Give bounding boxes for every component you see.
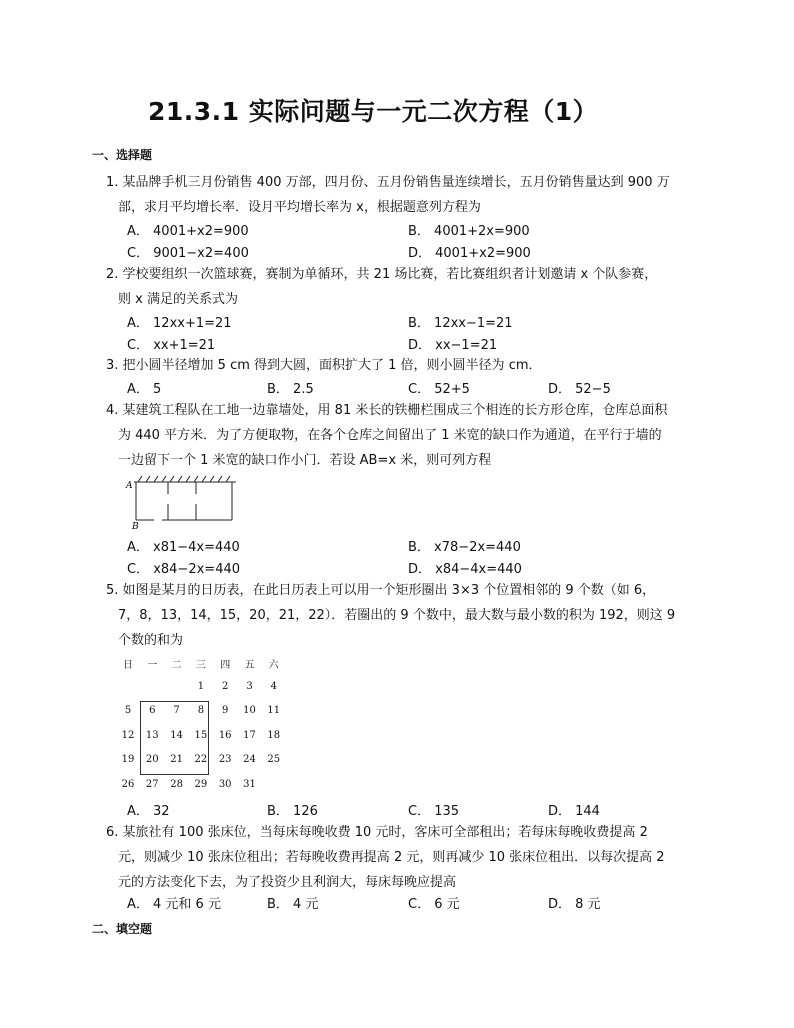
question-text-line: 某旅社有 100 张床位，当每床每晚收费 10 元时，客床可全部租出；若每床每晚收费提高 2 — [122, 825, 648, 840]
calendar-day: 5 — [124, 705, 132, 716]
option-d[interactable]: D． 8 元 — [548, 897, 601, 912]
question-6 — [106, 820, 706, 895]
question-number: 4. — [106, 403, 119, 418]
question-text-line: 一边留下一个 1 米宽的缺口作小门．若设 AB=x 米，则可列方程 — [118, 453, 492, 468]
calendar-day: 23 — [218, 754, 232, 765]
calendar-day: 9 — [222, 705, 229, 716]
option-a[interactable]: A． 32 — [127, 804, 170, 819]
calendar-weekday-header: 日 — [123, 660, 133, 671]
calendar-day: 7 — [173, 705, 180, 716]
calendar-day: 30 — [218, 778, 232, 790]
question-number: 5. — [106, 583, 119, 598]
label-a: A — [126, 481, 133, 491]
option-b[interactable]: B． 4001+2x=900 — [408, 224, 530, 239]
calendar-day: 8 — [197, 705, 205, 716]
option-a[interactable]: A． 4001+x2=900 — [127, 224, 249, 239]
calendar-day: 13 — [145, 729, 159, 741]
question-text-line: 则 x 满足的关系式为 — [118, 292, 238, 307]
option-d[interactable]: D． 52−5 — [548, 382, 611, 397]
question-3 — [106, 353, 706, 378]
question-4 — [106, 398, 706, 473]
calendar-day: 19 — [121, 754, 135, 765]
option-d[interactable]: D． 144 — [548, 804, 600, 819]
question-1 — [106, 170, 706, 220]
question-number: 2. — [106, 267, 119, 282]
calendar-day: 24 — [243, 754, 256, 765]
calendar-day: 2 — [222, 680, 229, 692]
question-number: 3. — [106, 358, 119, 373]
question-number: 6. — [106, 825, 119, 840]
calendar-day: 10 — [243, 705, 256, 716]
calendar-weekday-header: 一 — [147, 660, 158, 671]
question-text-line: 某品牌手机三月份销售 400 万部，四月份、五月份销售量连续增长，五月份销售量达到 900 万 — [122, 175, 670, 190]
option-b[interactable]: B． 2.5 — [267, 382, 314, 397]
calendar-day: 3 — [246, 680, 253, 692]
question-text-line: 某建筑工程队在工地一边靠墙处，用 81 米长的铁栅栏围成三个相连的长方形仓库，仓库总面积 — [122, 403, 668, 418]
calendar-day: 21 — [170, 754, 183, 765]
question-text-line: 学校要组织一次篮球赛，赛制为单循环，共 21 场比赛，若比赛组织者计划邀请 x 个队参赛， — [122, 267, 658, 282]
calendar-day: 6 — [149, 705, 156, 716]
calendar-day: 1 — [197, 680, 205, 692]
calendar-day: 29 — [194, 778, 208, 790]
question-text-line: 个数的和为 — [118, 633, 184, 648]
option-b[interactable]: B． 4 元 — [267, 897, 319, 912]
option-d[interactable]: D． xx−1=21 — [408, 338, 498, 353]
label-b: B — [132, 522, 139, 530]
question-text-line: 为 440 平方米．为了方便取物，在各个仓库之间留出了 1 米宽的缺口作为通道，在平行于墙的 — [118, 428, 662, 443]
question-text-line: 7，8，13，14，15，20，21，22）．若圈出的 9 个数中，最大数与最小数的积为 192，则这 9 — [118, 608, 676, 623]
option-b[interactable]: B． x78−2x=440 — [408, 540, 521, 555]
calendar-day: 28 — [170, 778, 183, 790]
question-number: 1. — [106, 175, 119, 190]
option-c[interactable]: C． 135 — [408, 804, 460, 819]
option-c[interactable]: C． 52+5 — [408, 382, 470, 397]
warehouse-diagram — [124, 474, 242, 530]
calendar-highlight-box — [140, 701, 209, 775]
calendar-day: 15 — [194, 729, 208, 741]
calendar-weekday-header: 二 — [171, 660, 182, 671]
calendar-day: 14 — [170, 729, 183, 741]
calendar-day: 31 — [243, 778, 256, 790]
page-title: 21.3.1 实际问题与一元二次方程（1） — [148, 97, 599, 126]
question-text-line: 元，则减少 10 张床位租出；若每晚收费再提高 2 元，则再减少 10 张床位租出．以每次提高 2 — [118, 850, 665, 865]
option-a[interactable]: A． 12xx+1=21 — [127, 316, 232, 331]
calendar-weekday-header: 五 — [244, 660, 255, 671]
option-a[interactable]: A． 5 — [127, 382, 162, 397]
option-c[interactable]: C． 6 元 — [408, 897, 460, 912]
option-c[interactable]: C． 9001−x2=400 — [127, 246, 249, 261]
option-d[interactable]: D． 4001+x2=900 — [408, 246, 531, 261]
calendar-day: 17 — [243, 729, 256, 741]
calendar-day: 20 — [145, 754, 159, 765]
calendar-day: 4 — [270, 680, 277, 692]
calendar-day: 12 — [121, 729, 135, 741]
calendar-day: 22 — [194, 754, 208, 765]
calendar-day: 26 — [121, 778, 135, 790]
option-a[interactable]: A． x81−4x=440 — [127, 540, 240, 555]
question-text-line: 如图是某月的日历表，在此日历表上可以用一个矩形圈出 3×3 个位置相邻的 9 个数（如 6， — [122, 583, 656, 598]
section-heading-fill: 二、填空题 — [92, 922, 153, 936]
question-text-line: 把小圆半径增加 5 cm 得到大圆，面积扩大了 1 倍，则小圆半径为 cm． — [122, 358, 542, 373]
option-b[interactable]: B． 12xx−1=21 — [408, 316, 513, 331]
calendar-weekday-header: 三 — [195, 660, 206, 671]
question-5 — [106, 578, 706, 653]
option-a[interactable]: A． 4 元和 6 元 — [127, 897, 221, 912]
calendar-day: 25 — [267, 754, 281, 765]
option-c[interactable]: C． xx+1=21 — [127, 338, 216, 353]
calendar-weekday-header: 六 — [268, 660, 279, 671]
option-b[interactable]: B． 126 — [267, 804, 318, 819]
calendar-day: 11 — [267, 705, 281, 716]
question-text-line: 部，求月平均增长率．设月平均增长率为 x，根据题意列方程为 — [118, 200, 481, 215]
calendar-day: 27 — [145, 778, 159, 790]
option-c[interactable]: C． x84−2x=440 — [127, 562, 241, 577]
option-d[interactable]: D． x84−4x=440 — [408, 562, 522, 577]
calendar-weekday-header: 四 — [220, 660, 231, 671]
calendar-day: 18 — [267, 729, 281, 741]
section-heading-choice: 一、选择题 — [92, 148, 153, 162]
calendar-day: 16 — [218, 729, 232, 741]
question-2 — [106, 262, 706, 312]
question-text-line: 元的方法变化下去，为了投资少且利润大，每床每晚应提高 — [118, 875, 457, 890]
